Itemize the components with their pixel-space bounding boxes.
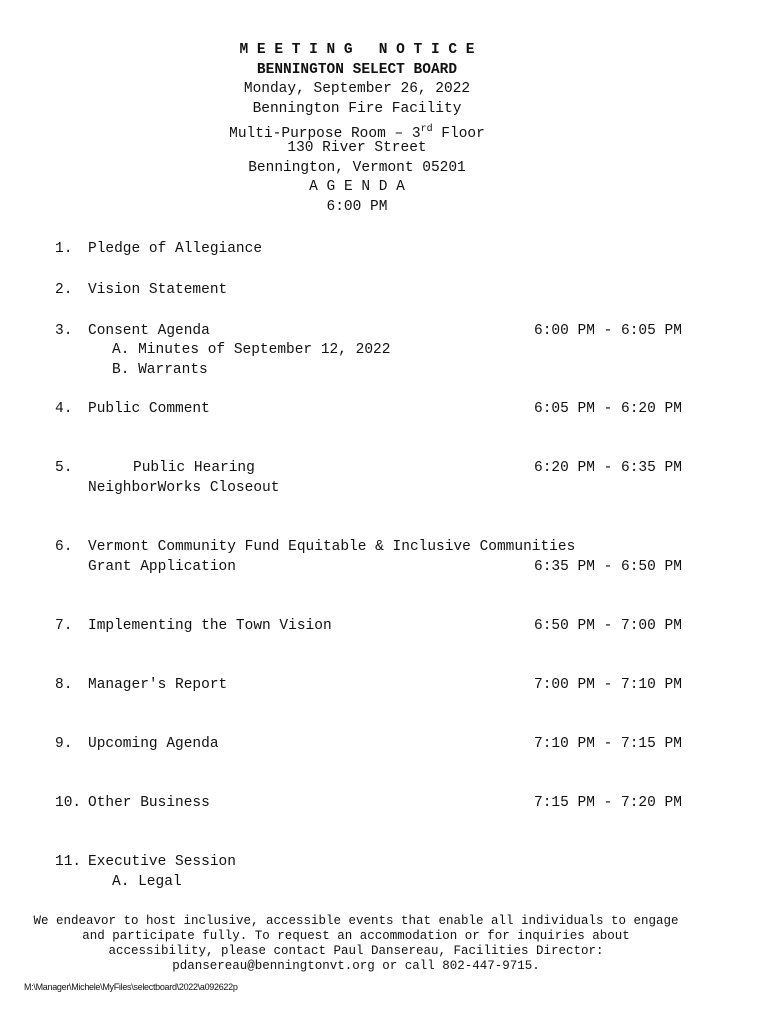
notice-contact: pdansereau@benningtonvt.org or call 802-447-9715. (172, 959, 540, 973)
notice-line: accessibility, please contact Paul Dansereau, Facilities Director: (108, 944, 604, 958)
item-number: 2. (55, 282, 73, 298)
city-address: Bennington, Vermont 05201 (248, 160, 466, 176)
room-ordinal: rd (420, 124, 433, 135)
item-title: Executive Session (88, 854, 236, 870)
street-address: 130 River Street (287, 140, 427, 156)
item-title: Implementing the Town Vision (88, 618, 332, 634)
item-time: 7:00 PM - 7:10 PM (534, 677, 682, 693)
item-time: 6:00 PM - 6:05 PM (534, 323, 682, 339)
item-time: 6:35 PM - 6:50 PM (534, 559, 682, 575)
meeting-venue: Bennington Fire Facility (252, 101, 462, 117)
item-time: 7:15 PM - 7:20 PM (534, 795, 682, 811)
room-prefix: Multi-Purpose Room – 3 (229, 126, 421, 142)
file-path: M:\Manager\Michele\MyFiles\selectboard\2022\a092622p (24, 982, 238, 992)
agenda-label: A G E N D A (309, 179, 405, 195)
item-number: 3. (55, 323, 73, 339)
item-title: Upcoming Agenda (88, 736, 219, 752)
item-title: Vision Statement (88, 282, 228, 298)
item-number: 6. (55, 539, 73, 555)
item-number: 7. (55, 618, 73, 634)
item-title: Vermont Community Fund Equitable & Inclusive Communities (88, 539, 576, 555)
item-number: 11. (55, 854, 82, 870)
item-subitem: B. Warrants (112, 362, 208, 378)
item-time: 6:20 PM - 6:35 PM (534, 460, 682, 476)
board-name: BENNINGTON SELECT BOARD (256, 62, 458, 78)
item-title-continued: NeighborWorks Closeout (88, 480, 280, 496)
item-title: Manager's Report (88, 677, 228, 693)
item-title: Other Business (88, 795, 210, 811)
item-time: 7:10 PM - 7:15 PM (534, 736, 682, 752)
item-title: Public Hearing (133, 460, 255, 476)
item-subitem: A. Legal (112, 874, 182, 890)
item-title: Pledge of Allegiance (88, 241, 263, 257)
item-title-continued: Grant Application (88, 559, 236, 575)
notice-line: and participate fully. To request an accommodation or for inquiries about (82, 929, 630, 943)
meeting-date: Monday, September 26, 2022 (243, 81, 471, 97)
room-suffix: Floor (432, 126, 485, 142)
item-title: Public Comment (88, 401, 210, 417)
start-time: 6:00 PM (326, 199, 388, 215)
item-time: 6:05 PM - 6:20 PM (534, 401, 682, 417)
item-number: 4. (55, 401, 73, 417)
item-number: 5. (55, 460, 73, 476)
item-subitem: A. Minutes of September 12, 2022 (112, 342, 391, 358)
item-number: 9. (55, 736, 73, 752)
meeting-notice-title: M E E T I N G N O T I C E (239, 42, 475, 58)
item-number: 1. (55, 241, 73, 257)
item-title: Consent Agenda (88, 323, 210, 339)
item-number: 10. (55, 795, 82, 811)
item-number: 8. (55, 677, 73, 693)
item-time: 6:50 PM - 7:00 PM (534, 618, 682, 634)
notice-line: We endeavor to host inclusive, accessible events that enable all individuals to engage (33, 914, 679, 928)
